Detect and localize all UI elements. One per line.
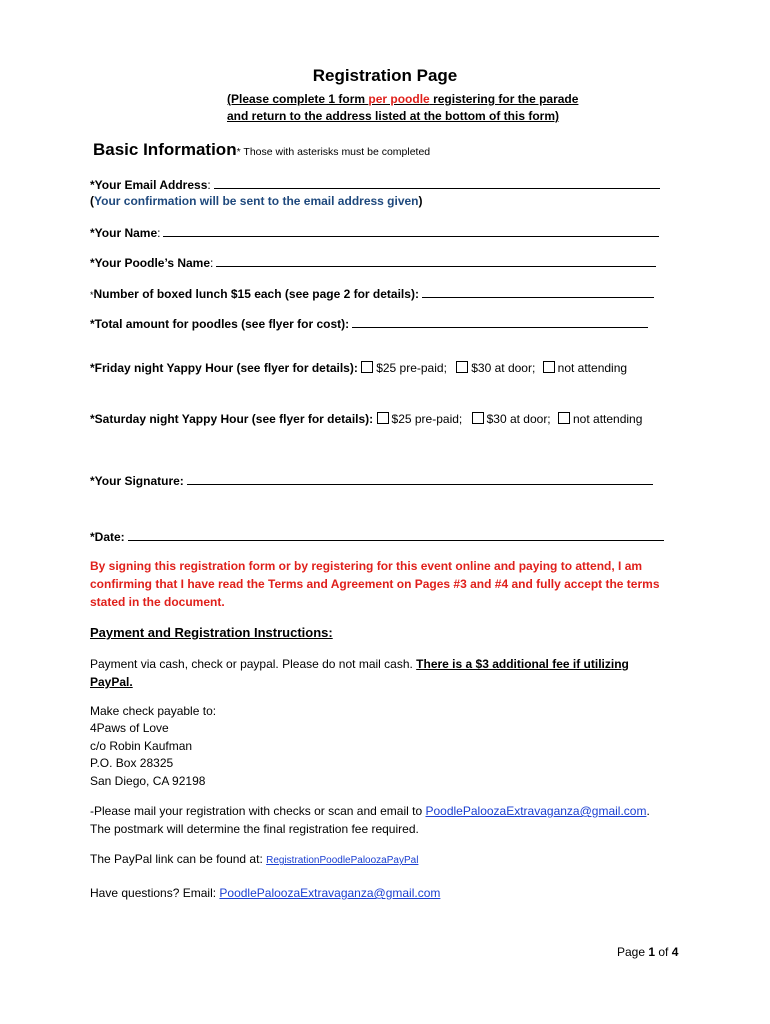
email-note-open: ( xyxy=(90,194,94,208)
date-row xyxy=(90,529,664,544)
saturday-option-not-attending[interactable] xyxy=(558,412,642,426)
email-link[interactable]: PoodlePaloozaExtravaganza@gmail.com xyxy=(425,804,647,818)
saturday-option-prepaid-label: $25 pre-paid; xyxy=(391,412,463,426)
subtitle-post: registering for the parade xyxy=(429,92,579,106)
terms-line-2: confirming that I have read the Terms and Agreement on Pages #3 and #4 and fully accept the terms xyxy=(90,577,660,591)
basic-info-note: * Those with asterisks must be completed xyxy=(236,146,431,158)
address-line: P.O. Box 28325 xyxy=(90,756,174,770)
lunch-asterisk: * xyxy=(90,290,94,300)
friday-option-not-attending[interactable] xyxy=(543,361,627,375)
date-label: *Date: xyxy=(90,530,125,544)
page-number xyxy=(617,945,678,959)
poodle-name-field[interactable] xyxy=(216,255,656,267)
name-label: *Your Name xyxy=(90,226,158,240)
mail-post: . xyxy=(646,804,650,818)
of-word: of xyxy=(655,945,672,959)
payment-line-2: PayPal. xyxy=(90,675,133,689)
basic-info-heading: Basic Information xyxy=(93,140,237,159)
email-row xyxy=(90,177,660,192)
friday-row xyxy=(90,361,627,375)
paypal-label: The PayPal link can be found at: xyxy=(90,852,267,866)
lunch-field[interactable] xyxy=(422,286,654,298)
paypal-link[interactable]: RegistrationPoodlePaloozaPayPal xyxy=(266,855,419,866)
friday-option-door-label: $30 at door; xyxy=(471,361,536,375)
basic-info-heading-row xyxy=(93,140,430,160)
subtitle-line-2: and return to the address listed at the bottom of this form) xyxy=(227,109,560,123)
payable-label: Make check payable to: xyxy=(90,704,217,718)
page-word: Page xyxy=(617,945,649,959)
payment-line-1 xyxy=(90,657,629,671)
checkbox-icon[interactable] xyxy=(472,412,484,424)
friday-option-prepaid[interactable] xyxy=(361,361,447,375)
checkbox-icon[interactable] xyxy=(456,361,468,373)
friday-option-door[interactable] xyxy=(456,361,535,375)
address-line: San Diego, CA 92198 xyxy=(90,774,206,788)
signature-field[interactable] xyxy=(187,473,653,485)
payment-plain-text: Payment via cash, check or paypal. Please do not mail cash. xyxy=(90,657,417,671)
questions-label: Have questions? Email: xyxy=(90,886,220,900)
checkbox-icon[interactable] xyxy=(543,361,555,373)
date-field[interactable] xyxy=(128,529,664,541)
poodle-name-label: *Your Poodle’s Name xyxy=(90,256,211,270)
page-title: Registration Page xyxy=(312,66,458,85)
poodle-name-row xyxy=(90,255,656,270)
total-label: *Total amount for poodles (see flyer for cost): xyxy=(90,317,350,331)
payment-heading: Payment and Registration Instructions: xyxy=(90,625,333,640)
poodle-name-colon: : xyxy=(210,256,214,270)
total-field[interactable] xyxy=(352,316,648,328)
checkbox-icon[interactable] xyxy=(377,412,389,424)
friday-label: *Friday night Yappy Hour (see flyer for details): xyxy=(90,361,358,375)
questions-row xyxy=(90,886,440,900)
mail-instructions xyxy=(90,804,650,818)
terms-line-1: By signing this registration form or by registering for this event online and paying to attend, I am xyxy=(90,559,643,573)
subtitle-highlight: per poodle xyxy=(368,92,430,106)
email-note: Your confirmation will be sent to the email address given xyxy=(94,194,419,208)
friday-option-not-attending-label: not attending xyxy=(557,361,628,375)
email-label: *Your Email Address xyxy=(90,178,208,192)
subtitle-pre: (Please complete 1 form xyxy=(227,92,369,106)
postmark-note: The postmark will determine the final registration fee required. xyxy=(90,822,419,836)
saturday-label: *Saturday night Yappy Hour (see flyer for details): xyxy=(90,412,374,426)
name-row xyxy=(90,225,659,240)
friday-option-prepaid-label: $25 pre-paid; xyxy=(376,361,447,375)
checkbox-icon[interactable] xyxy=(558,412,570,424)
mail-pre: -Please mail your registration with checks or scan and email to xyxy=(90,804,426,818)
subtitle-line-1 xyxy=(227,92,578,106)
paypal-row xyxy=(90,852,418,866)
signature-row xyxy=(90,473,653,488)
saturday-option-prepaid[interactable] xyxy=(377,412,463,426)
saturday-option-not-attending-label: not attending xyxy=(573,412,643,426)
page-total: 4 xyxy=(671,945,679,959)
lunch-label: Number of boxed lunch $15 each (see page 2 for details): xyxy=(93,287,419,301)
email-colon: : xyxy=(207,178,211,192)
questions-email-link[interactable]: PoodlePaloozaExtravaganza@gmail.com xyxy=(219,886,441,900)
saturday-option-door[interactable] xyxy=(472,412,551,426)
email-note-close: ) xyxy=(418,194,423,208)
terms-line-3: stated in the document. xyxy=(90,595,225,609)
name-colon: : xyxy=(157,226,161,240)
saturday-option-door-label: $30 at door; xyxy=(486,412,551,426)
page-current: 1 xyxy=(648,945,656,959)
lunch-row xyxy=(90,286,654,301)
email-note-row xyxy=(90,194,423,208)
name-field[interactable] xyxy=(163,225,659,237)
total-row xyxy=(90,316,648,331)
checkbox-icon[interactable] xyxy=(361,361,373,373)
email-field[interactable] xyxy=(214,177,660,189)
saturday-row xyxy=(90,412,642,426)
signature-label: *Your Signature: xyxy=(90,474,184,488)
address-line: c/o Robin Kaufman xyxy=(90,739,193,753)
paypal-fee-note: There is a $3 additional fee if utilizing xyxy=(416,657,629,671)
address-line: 4Paws of Love xyxy=(90,721,169,735)
